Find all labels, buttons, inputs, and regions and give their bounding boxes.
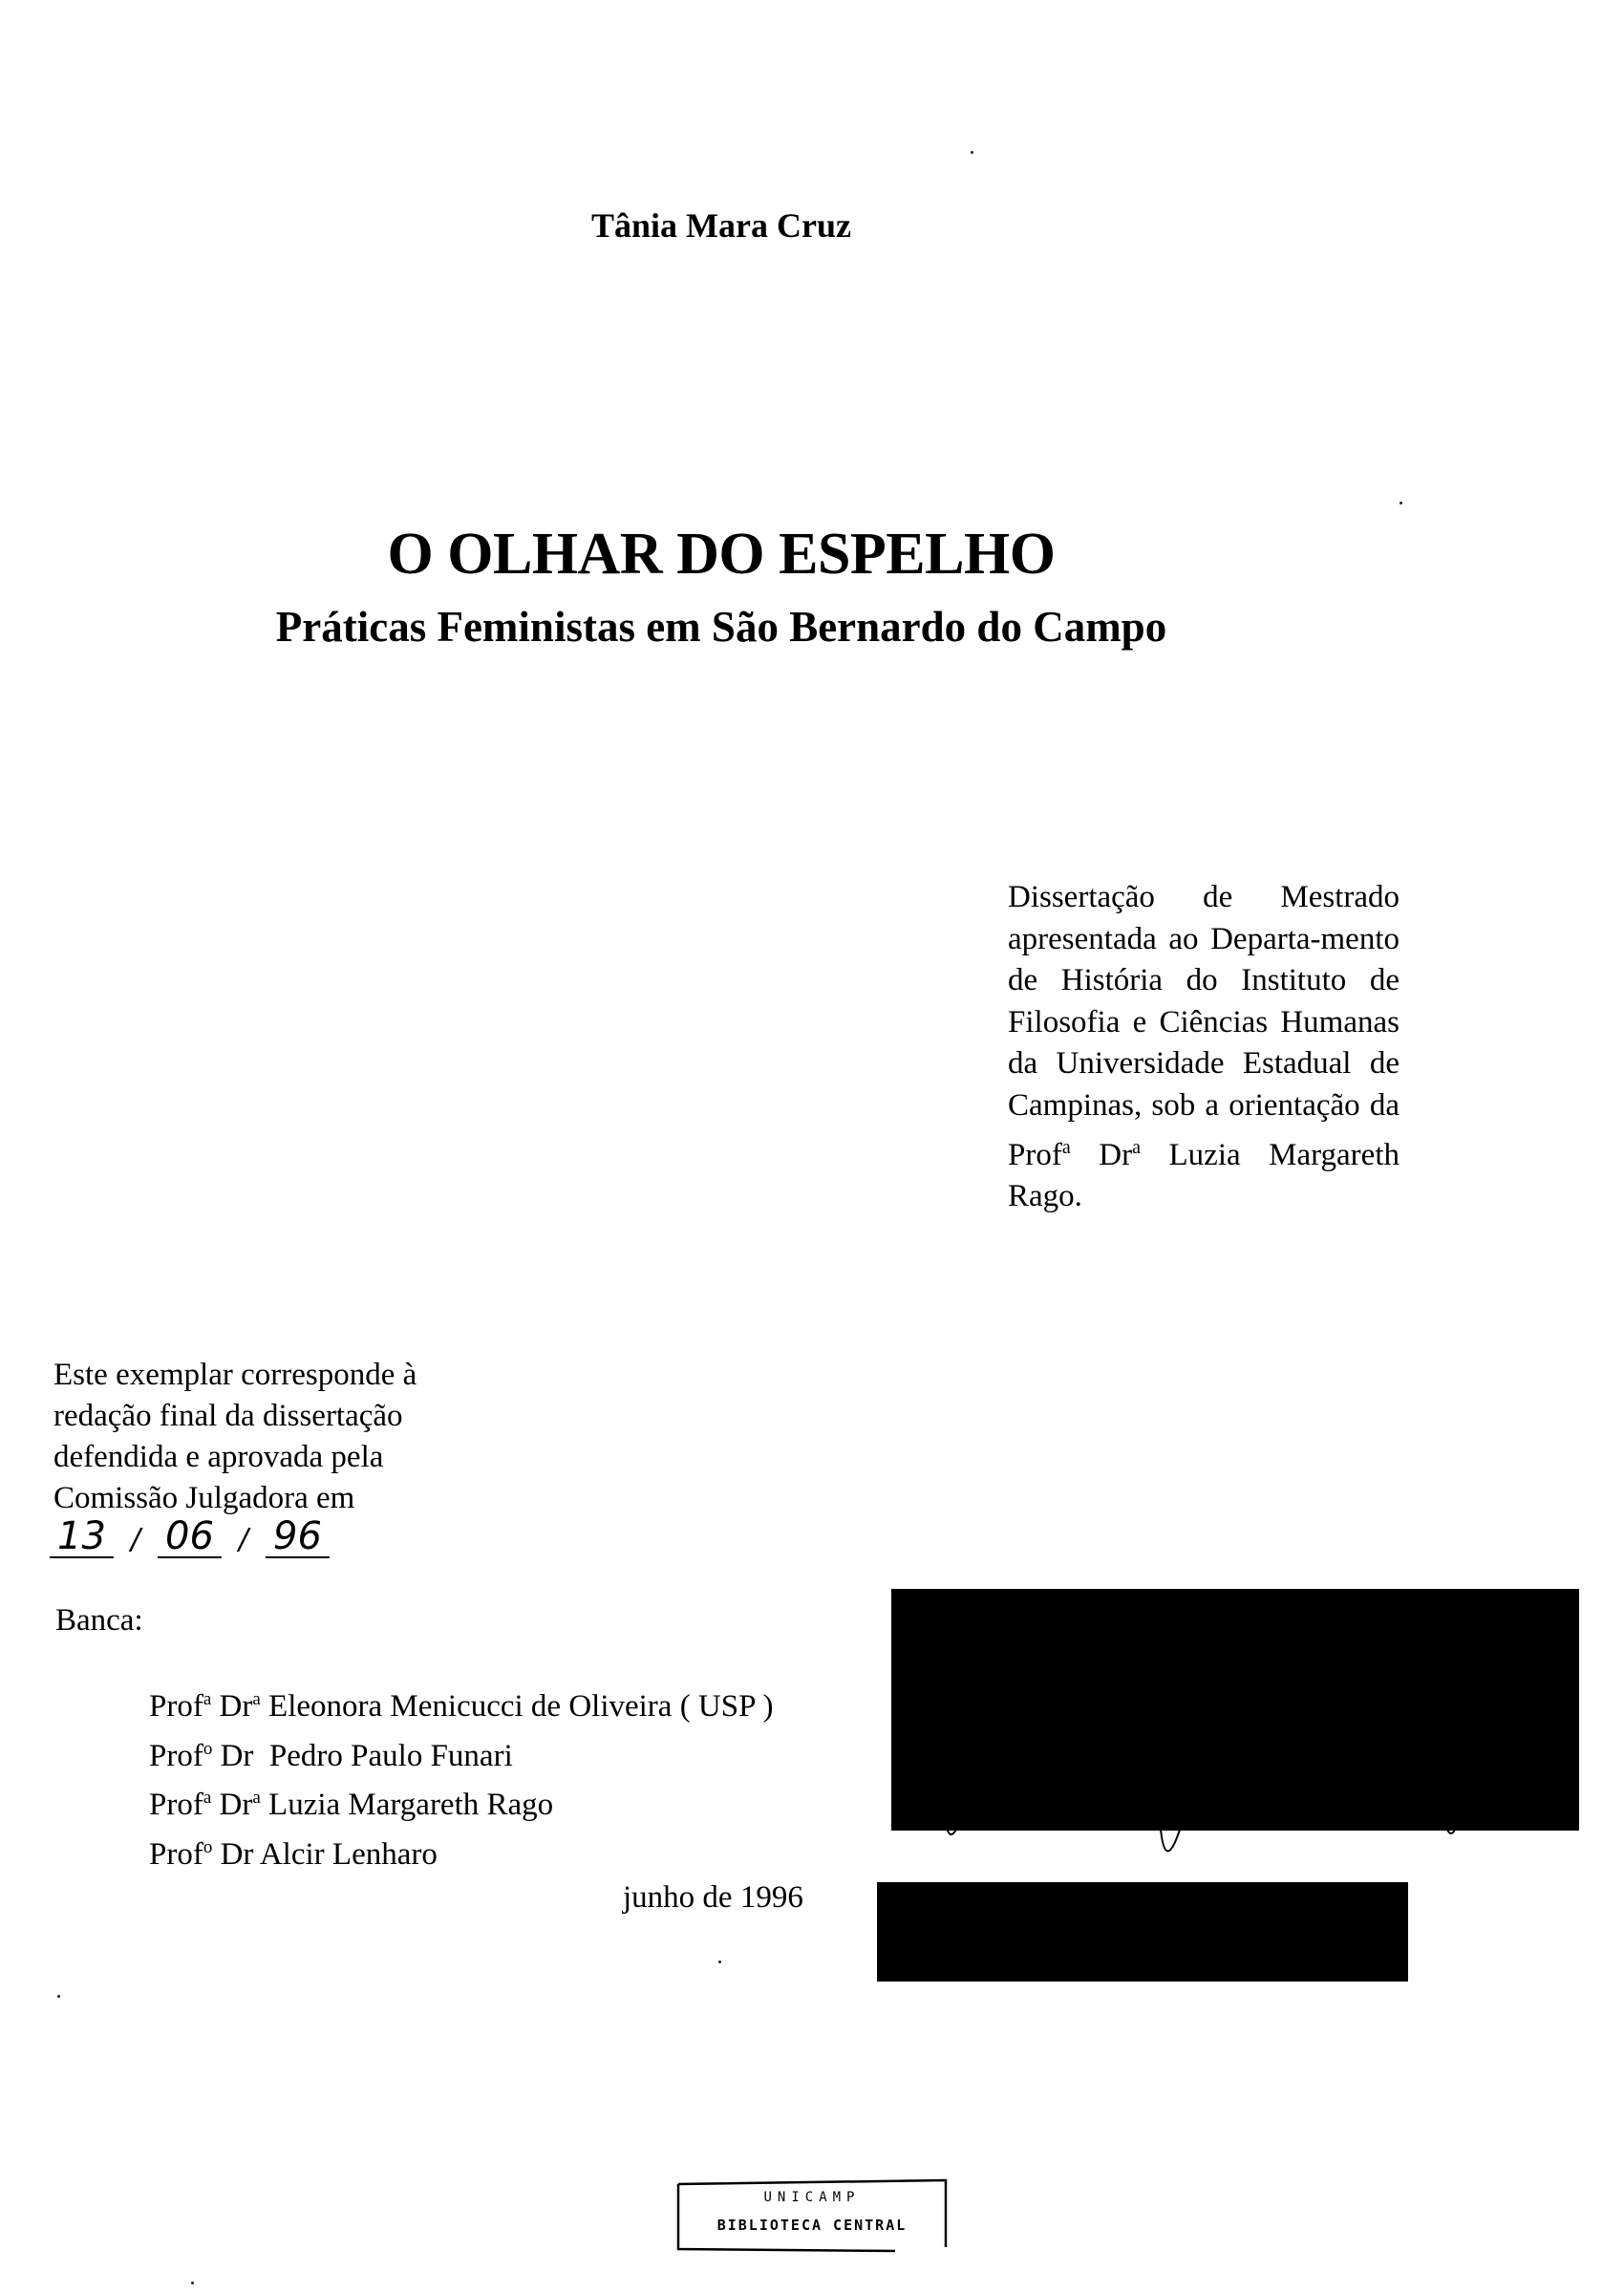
banca-member xyxy=(149,1777,773,1827)
library-stamp xyxy=(675,2178,949,2255)
date-day: 13 xyxy=(50,1516,114,1558)
description-text: Dr xyxy=(1070,1137,1133,1172)
banca-label: Banca: xyxy=(55,1603,143,1638)
date-year: 96 xyxy=(266,1516,330,1558)
date-separator: / xyxy=(238,1523,249,1556)
banca-member xyxy=(149,1679,773,1728)
date-separator: / xyxy=(130,1523,141,1556)
member-name: Alcir Lenharo xyxy=(253,1836,438,1872)
member-title: Prof xyxy=(149,1788,203,1822)
banca-member xyxy=(149,1728,773,1778)
member-name: Eleonora Menicucci de Oliveira ( USP ) xyxy=(260,1689,774,1724)
member-name: Luzia Margareth Rago xyxy=(260,1788,554,1822)
thesis-subtitle: Práticas Feministas em São Bernardo do Campo xyxy=(275,603,1167,651)
date-month: 06 xyxy=(158,1516,222,1558)
member-title: Prof xyxy=(149,1689,203,1724)
member-title: Prof xyxy=(149,1836,203,1872)
place-date: junho de 1996 xyxy=(623,1880,803,1915)
description-text: Luzia Margareth Rago. xyxy=(1008,1137,1400,1214)
description-sup: a xyxy=(1061,1136,1071,1158)
thesis-title: O OLHAR DO ESPELHO xyxy=(387,522,1056,587)
author-name: Tânia Mara Cruz xyxy=(591,206,851,245)
scan-speck xyxy=(1400,502,1402,504)
member-title-sup: o xyxy=(203,1738,213,1759)
description-text: Dissertação de Mestrado apresentada ao Departa-mento de História do Instituto de Filosofia e Ciências Humanas da Universidade Estadual de Campinas, sob a orientação da Prof xyxy=(1008,880,1400,1172)
member-title: Dr xyxy=(211,1788,253,1822)
member-title-sup: a xyxy=(252,1788,261,1808)
member-title-sup: o xyxy=(203,1836,213,1857)
member-name: Pedro Paulo Funari xyxy=(253,1738,513,1773)
scan-speck xyxy=(191,2282,194,2284)
scan-speck xyxy=(718,1961,721,1963)
exemplar-statement: Este exemplar corresponde à redação final da dissertação defendida e aprovada pela Comissão Julgadora em xyxy=(53,1358,417,1515)
member-title: Prof xyxy=(149,1738,203,1773)
member-title: Dr xyxy=(211,1689,253,1724)
member-title-sup: a xyxy=(252,1689,261,1709)
handwritten-date xyxy=(50,1514,330,1558)
signature-trace xyxy=(884,1768,1476,1854)
dissertation-description xyxy=(1008,877,1400,1218)
member-title-sup: a xyxy=(203,1788,212,1808)
redaction-block xyxy=(877,1882,1408,1982)
banca-members-list xyxy=(149,1679,773,1875)
scan-speck xyxy=(57,1995,60,1998)
stamp-line: BIBLIOTECA CENTRAL xyxy=(716,2217,908,2234)
scan-speck xyxy=(971,151,973,154)
banca-member xyxy=(149,1827,773,1876)
stamp-line: UNICAMP xyxy=(763,2190,861,2205)
member-title: Dr xyxy=(212,1836,254,1872)
description-sup: a xyxy=(1132,1136,1141,1158)
member-title-sup: a xyxy=(203,1689,212,1709)
member-title: Dr xyxy=(212,1738,254,1773)
